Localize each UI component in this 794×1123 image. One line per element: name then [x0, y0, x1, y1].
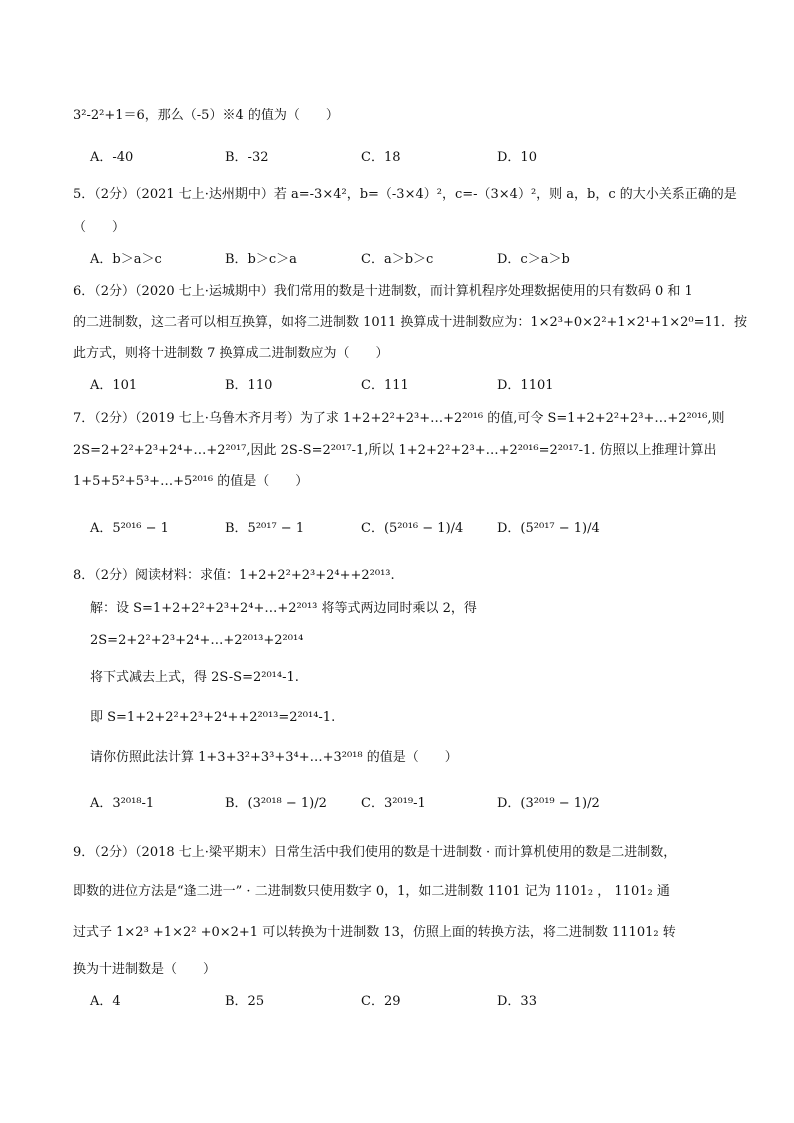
- q9-option-d[interactable]: D．33: [497, 994, 537, 1009]
- q8-stem-line1: 8．（2分）阅读材料：求值：1+2+2²+2³+2⁴++2²⁰¹³.: [73, 568, 395, 583]
- q6-option-a[interactable]: A．101: [90, 378, 138, 393]
- q9-option-c[interactable]: C．29: [361, 994, 401, 1009]
- q9-stem-line1: 9．（2分）（2018 七上·梁平期末）日常生活中我们使用的数是十进制数 · 而计算机使用的数是二进制数，: [73, 845, 677, 860]
- q7-option-b[interactable]: B．5²⁰¹⁷ − 1: [225, 521, 305, 536]
- q6-option-b[interactable]: B．110: [225, 378, 273, 393]
- q9-option-b[interactable]: B．25: [225, 994, 265, 1009]
- q7-option-c[interactable]: C．(5²⁰¹⁶ − 1)/4: [361, 521, 464, 536]
- q6-stem-line3: 此方式，则将十进制数 7 换算成二进制数应为（ ）: [73, 346, 389, 361]
- q8-solution-line3: 将下式减去上式，得 2S-S=2²⁰¹⁴-1.: [90, 670, 299, 685]
- q5-option-a[interactable]: A．b＞a＞c: [90, 252, 162, 267]
- q8-option-a[interactable]: A．3²⁰¹⁸-1: [90, 796, 155, 811]
- q6-stem-line2: 的二进制数，这二者可以相互换算，如将二进制数 1011 换算成十进制数应为：1×2³+0×2²+1×2¹+1×2⁰=11．按: [73, 315, 748, 330]
- q4-stem-tail: 3²-2²+1＝6，那么（-5）※4 的值为（ ）: [73, 108, 339, 123]
- q4-option-b[interactable]: B．-32: [225, 150, 269, 165]
- q6-stem-line1: 6．（2分）（2020 七上·运城期中）我们常用的数是十进制数，而计算机程序处理数据使用的只有数码 0 和 1: [73, 284, 693, 299]
- q5-stem-line2: （ ）: [73, 220, 126, 235]
- q6-option-c[interactable]: C．111: [361, 378, 409, 393]
- q8-solution-line1: 解：设 S=1+2+2²+2³+2⁴+…+2²⁰¹³ 将等式两边同时乘以 2，得: [90, 601, 477, 616]
- q9-stem-line2: 即数的进位方法是“逢二进一” · 二进制数只使用数字 0，1，如二进制数 1101 记为 1101₂ ， 1101₂ 通: [73, 884, 670, 899]
- q6-option-d[interactable]: D．1101: [497, 378, 554, 393]
- q9-option-a[interactable]: A．4: [90, 994, 121, 1009]
- q7-stem-line2: 2S=2+2²+2³+2⁴+…+2²⁰¹⁷,因此 2S-S=2²⁰¹⁷-1,所以 1+2+2²+2³+…+2²⁰¹⁶=2²⁰¹⁷-1. 仿照以上推理计算出: [73, 443, 717, 458]
- q5-option-c[interactable]: C．a＞b＞c: [361, 252, 434, 267]
- q7-option-d[interactable]: D．(5²⁰¹⁷ − 1)/4: [497, 521, 600, 536]
- q8-solution-line4: 即 S=1+2+2²+2³+2⁴++2²⁰¹³=2²⁰¹⁴-1.: [90, 710, 336, 725]
- q7-stem-line3: 1+5+5²+5³+…+5²⁰¹⁶ 的值是（ ）: [73, 474, 309, 489]
- q5-stem-line1: 5．（2分）（2021 七上·达州期中）若 a=-3×4²，b=（-3×4）²，c=-（3×4）²，则 a，b，c 的大小关系正确的是: [73, 187, 737, 202]
- q7-stem-line1: 7．（2分）（2019 七上·乌鲁木齐月考）为了求 1+2+2²+2³+…+2²⁰¹⁶ 的值,可令 S=1+2+2²+2³+…+2²⁰¹⁶,则: [73, 411, 725, 426]
- q9-stem-line4: 换为十进制数是（ ）: [73, 962, 217, 977]
- q8-solution-line2: 2S=2+2²+2³+2⁴+…+2²⁰¹³+2²⁰¹⁴: [90, 633, 304, 648]
- q8-option-c[interactable]: C．3²⁰¹⁹-1: [361, 796, 426, 811]
- q4-option-d[interactable]: D．10: [497, 150, 537, 165]
- q8-option-d[interactable]: D．(3²⁰¹⁹ − 1)/2: [497, 796, 600, 811]
- q8-question: 请你仿照此法计算 1+3+3²+3³+3⁴+…+3²⁰¹⁸ 的值是（ ）: [90, 750, 458, 765]
- q7-option-a[interactable]: A．5²⁰¹⁶ − 1: [90, 521, 169, 536]
- q4-option-c[interactable]: C．18: [361, 150, 401, 165]
- q8-option-b[interactable]: B．(3²⁰¹⁸ − 1)/2: [225, 796, 327, 811]
- q9-stem-line3: 过式子 1×2³ +1×2² +0×2+1 可以转换为十进制数 13，仿照上面的转换方法，将二进制数 11101₂ 转: [73, 925, 676, 940]
- q4-option-a[interactable]: A．-40: [90, 150, 134, 165]
- q5-option-b[interactable]: B．b＞c＞a: [225, 252, 297, 267]
- q5-option-d[interactable]: D．c＞a＞b: [497, 252, 570, 267]
